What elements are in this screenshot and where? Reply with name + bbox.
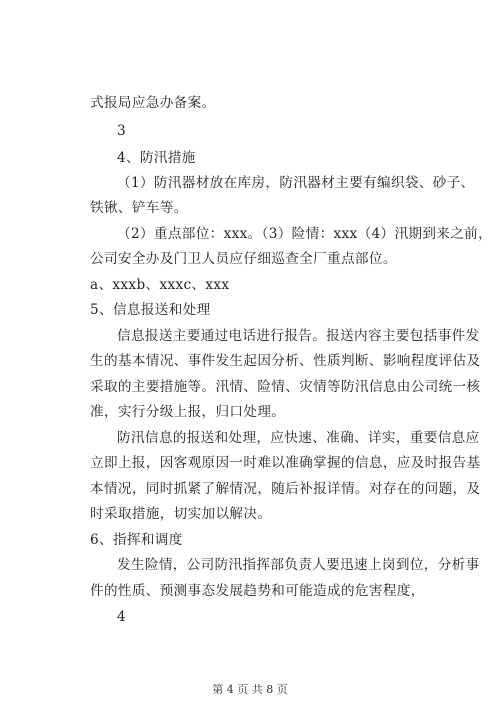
section-heading: 6、指挥和调度 (90, 532, 183, 548)
text-line: （2）重点部位：xxx。（3）险情：xxx（4）汛期到来之前， (117, 226, 493, 242)
text-line: 件的性质、预测事态发展趋势和可能造成的危害程度， (90, 583, 425, 599)
text-line: （1）防汛器材放在库房，防汛器材主要有编织袋、砂子、 (117, 175, 475, 191)
text-line: 生的基本情况、事件发生起因分析、性质判断、影响程度评估及 (90, 353, 481, 369)
section-heading: 5、信息报送和处理 (90, 302, 211, 318)
text-line: 信息报送主要通过电话进行报告。报送内容主要包括事件发 (117, 328, 480, 344)
page-number-marker: 4 (117, 609, 126, 625)
text-line: 采取的主要措施等。汛情、险情、灾情等防汛信息由公司统一核 (90, 379, 481, 395)
page-footer: 第 4 页 共 8 页 (212, 683, 288, 696)
text-line: 准，实行分级上报，归口处理。 (90, 404, 286, 420)
text-line: 公司安全办及门卫人员应仔细巡查全厂重点部位。 (90, 251, 397, 267)
text-line: 防汛信息的报送和处理，应快速、准确、详实，重要信息应 (117, 430, 480, 446)
page-number-marker: 3 (117, 123, 126, 139)
text-line: 立即上报，因客观原因一时难以准确掌握的信息，应及时报告基 (90, 455, 481, 471)
section-heading: 4、防汛措施 (117, 150, 196, 166)
text-line: 时采取措施，切实加以解决。 (90, 506, 272, 522)
text-line: a、xxxb、xxxc、xxx (90, 277, 230, 293)
text-line: 发生险情，公司防汛指挥部负责人要迅速上岗到位，分析事 (117, 557, 480, 573)
text-line: 本情况，同时抓紧了解情况，随后补报详情。对存在的问题，及 (90, 481, 481, 497)
text-line: 铁锹、铲车等。 (90, 200, 188, 216)
text-line: 式报局应急办备案。 (90, 95, 216, 111)
